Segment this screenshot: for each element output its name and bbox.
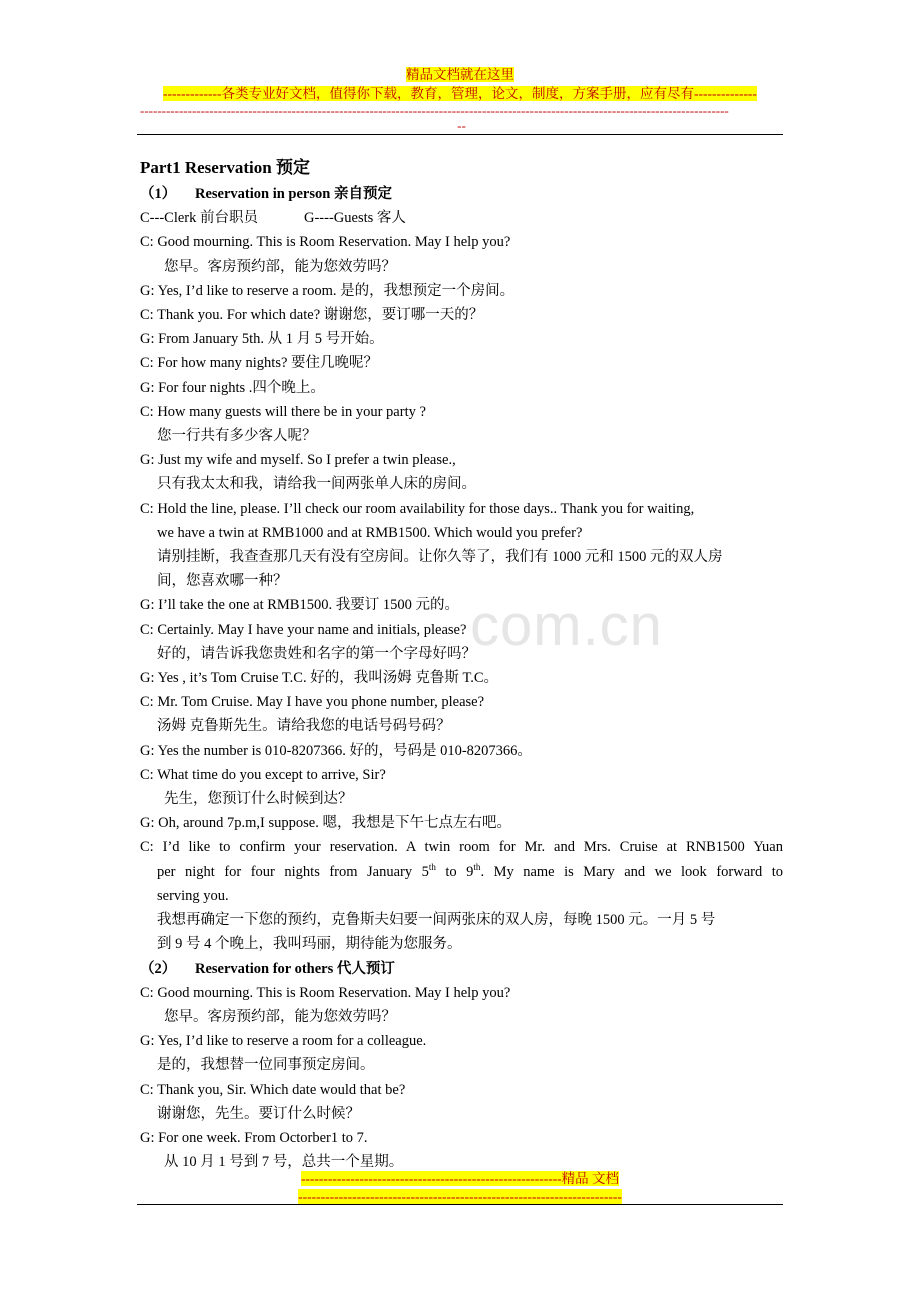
section1-heading <box>140 182 783 206</box>
confirm-line: serving you. <box>157 887 229 904</box>
header-dash-tail: -- <box>457 118 466 133</box>
dialog-line-continued: we have a twin at RMB1000 and at RMB1500. Which would you prefer? <box>157 524 583 541</box>
dialog-line: G: Yes the number is 010-8207366. 好的，号码是 010-8207366。 <box>140 742 532 759</box>
header-rule <box>137 134 783 135</box>
role-guest: G----Guests 客人 <box>304 210 406 227</box>
header-top-line: 精品文档就在这里 <box>406 67 514 82</box>
section2-number: （2） <box>140 960 177 977</box>
dialog-translation: 您早。客房预约部，能为您效劳吗？ <box>164 1008 396 1025</box>
dialog-line: G: I’ll take the one at RMB1500. 我要订 1500 元的。 <box>140 597 459 614</box>
header-dash-line <box>140 103 783 133</box>
dialog-line: C: Mr. Tom Cruise. May I have you phone number, please? <box>140 694 485 711</box>
dialog-line: C: For how many nights? 要住几晚呢？ <box>140 355 379 372</box>
dialog-line: C: Hold the line, please. I’ll check our room availability for those days.. Thank you for waiting, <box>140 500 695 517</box>
watermark: com.cn <box>470 593 663 658</box>
confirm-translation: 到 9 号 4 个晚上，我叫玛丽，期待能为您服务。 <box>157 936 462 953</box>
confirm-line <box>140 860 783 884</box>
dialog-for-others <box>140 981 783 1175</box>
dialog-line: G: Yes , it’s Tom Cruise T.C. 好的，我叫汤姆 克鲁斯 T.C。 <box>140 670 499 687</box>
confirm-text: per night for four nights from January 5 <box>157 863 429 880</box>
confirm-text: to 9 <box>435 863 474 880</box>
ordinal-suffix: th <box>428 861 436 872</box>
role-clerk: C---Clerk 前台职员 <box>140 210 258 227</box>
footer-rule <box>137 1204 783 1205</box>
dialog-translation: 先生，您预订什么时候到达？ <box>164 791 353 808</box>
dialog-translation: 汤姆 克鲁斯先生。请给我您的电话号码号码？ <box>157 718 451 735</box>
dialog-line: G: From January 5th. 从 1 月 5 号开始。 <box>140 331 384 348</box>
dialog-in-person <box>140 230 783 835</box>
header-top-line-wrap <box>0 66 920 84</box>
dialog-line: C: Good mourning. This is Room Reservation. May I help you? <box>140 984 511 1001</box>
confirm-text: . My name is Mary and we look forward to <box>480 863 783 880</box>
section2-heading <box>140 957 783 981</box>
dialog-line: G: Yes, I’d like to reserve a room for a colleague. <box>140 1033 427 1050</box>
footer-line-1-wrap <box>0 1170 920 1188</box>
dialog-translation: 请别挂断，我查查那几天有没有空房间。让你久等了，我们有 1000 元和 1500 元的双人房 <box>157 549 723 566</box>
dialog-translation: 是的，我想替一位同事预定房间。 <box>157 1057 375 1074</box>
section1-title: Reservation in person 亲自预定 <box>195 186 392 202</box>
dialog-translation: 谢谢您，先生。要订什么时候？ <box>157 1105 360 1122</box>
dialog-translation: 您早。客房预约部，能为您效劳吗？ <box>164 258 396 275</box>
confirm-block <box>140 835 783 956</box>
dialog-line: C: How many guests will there be in your party ? <box>140 403 426 420</box>
dialog-line: G: For four nights .四个晚上。 <box>140 379 325 396</box>
dialog-line: C: Thank you, Sir. Which date would that be? <box>140 1081 406 1098</box>
dialog-translation: 从 10 月 1 号到 7 号，总共一个星期。 <box>164 1154 404 1171</box>
section2-title: Reservation for others 代人预订 <box>195 960 395 977</box>
footer-line-1: ----------------------------------------------------------精品 文档 <box>300 1171 620 1186</box>
confirm-translation: 我想再确定一下您的预约，克鲁斯夫妇要一间两张床的双人房，每晚 1500 元。一月 5 号 <box>157 912 716 929</box>
page-title: Part1 Reservation 预定 <box>140 158 310 177</box>
dialog-line: C: Thank you. For which date? 谢谢您，要订哪一天的？ <box>140 307 484 324</box>
dialog-line: G: Just my wife and myself. So I prefer a twin please., <box>140 452 456 469</box>
dialog-translation-continued: 间，您喜欢哪一种？ <box>157 573 288 590</box>
dialog-line: G: Yes, I’d like to reserve a room. 是的，我想预定一个房间。 <box>140 282 515 299</box>
roles-line <box>140 206 783 230</box>
header-promo-line: -------------各类专业好文档，值得你下载，教育，管理，论文，制度，方案手册，应有尽有-------------- <box>163 86 757 101</box>
footer-line-2: ------------------------------------------------------------------------ <box>298 1189 622 1204</box>
dialog-line: G: Oh, around 7p.m,I suppose. 嗯，我想是下午七点左右吧。 <box>140 815 511 832</box>
document-body <box>140 154 783 1174</box>
dialog-translation: 好的，请告诉我您贵姓和名字的第一个字母好吗？ <box>157 645 476 662</box>
dialog-line: C: Certainly. May I have your name and initials, please? <box>140 621 467 638</box>
dialog-line: C: What time do you except to arrive, Sir? <box>140 766 386 783</box>
header-dash-row: ---------------------------------------------------------------------------------------------------------------------------------------- <box>140 103 729 118</box>
dialog-line: G: For one week. From Octorber1 to 7. <box>140 1129 368 1146</box>
dialog-translation: 您一行共有多少客人呢？ <box>157 428 317 445</box>
dialog-line: C: Good mourning. This is Room Reservation. May I help you? <box>140 234 511 251</box>
dialog-translation: 只有我太太和我，请给我一间两张单人床的房间。 <box>157 476 476 493</box>
section1-number: （1） <box>140 186 177 202</box>
ordinal-suffix: th <box>473 861 481 872</box>
confirm-line: C: I’d like to confirm your reservation. A twin room for Mr. and Mrs. Cruise at RNB1500 Yuan <box>140 839 783 856</box>
header-promo-line-wrap <box>0 85 920 103</box>
